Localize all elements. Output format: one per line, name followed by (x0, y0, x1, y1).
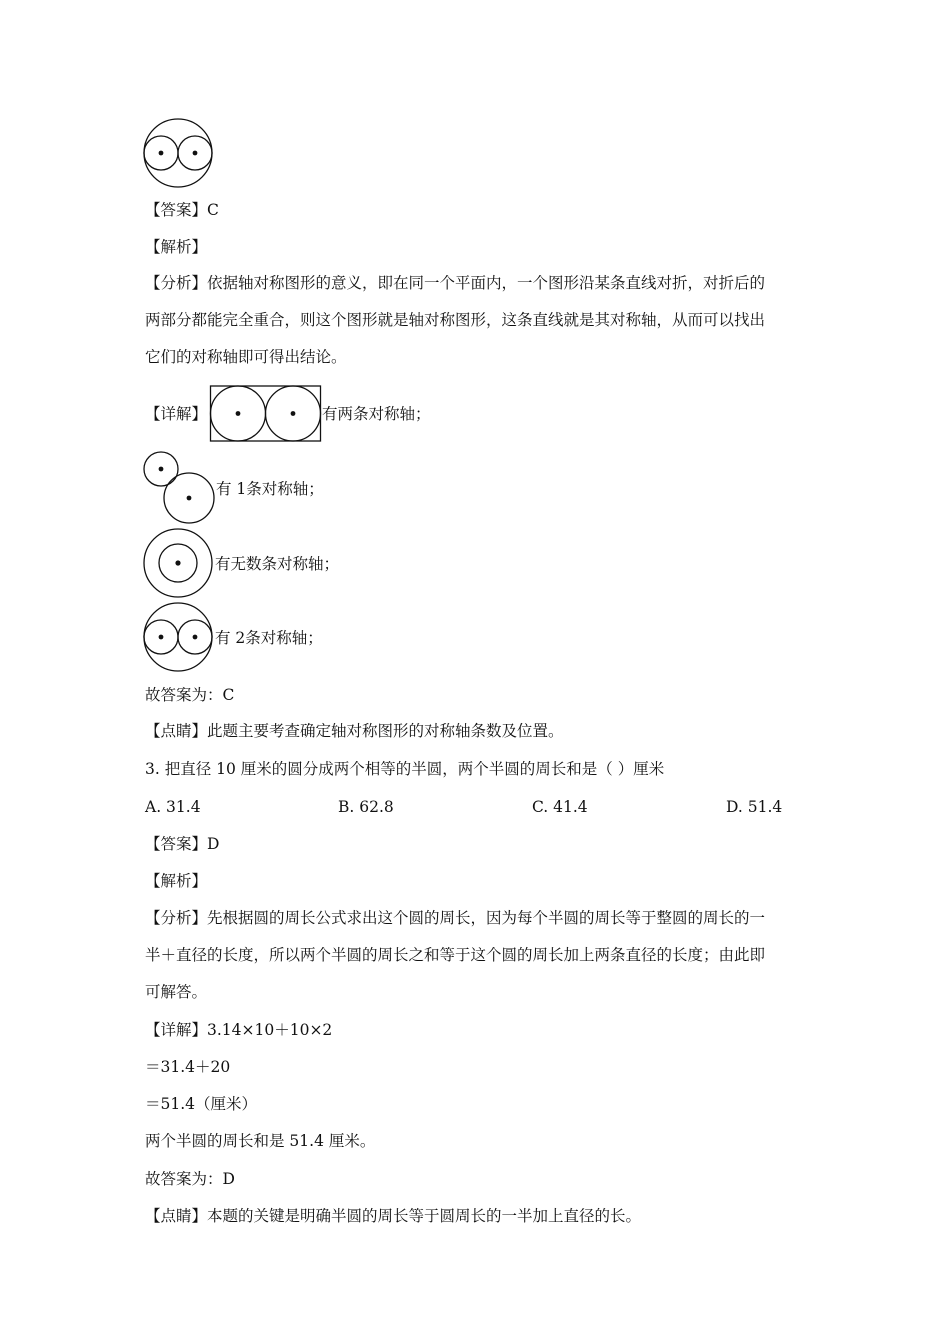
q3-option-a: A. 31.4 (145, 798, 201, 816)
figure-circle-two-inner-circles-2 (140, 600, 220, 674)
q2-detail-fig4-text: 有 2条对称轴； (215, 629, 323, 647)
q2-analysis-heading: 【解析】 (145, 238, 208, 256)
figure-rectangle-two-circles (210, 385, 322, 443)
q3-detail-line: 两个半圆的周长和是 51.4 厘米。 (145, 1132, 376, 1150)
q2-detail-fig3-text: 有无数条对称轴； (215, 555, 340, 573)
q2-conclusion: 故答案为：C (145, 686, 235, 704)
q3-analysis-line: 半＋直径的长度，所以两个半圆的周长之和等于这个圆的周长加上两条直径的长度；由此即 (145, 946, 766, 964)
q3-question: 3. 把直径 10 厘米的圆分成两个相等的半圆，两个半圆的周长和是（ ）厘米 (145, 760, 665, 778)
q3-detail-line: 【详解】3.14×10＋10×2 (145, 1021, 333, 1039)
q2-detail-fig1-text: 有两条对称轴； (322, 405, 431, 423)
q2-detail-fig2-text: 有 1条对称轴； (216, 480, 324, 498)
figure-two-separate-circles (142, 451, 218, 527)
q2-detail-label: 【详解】 (145, 405, 208, 423)
figure-concentric-circles (140, 526, 216, 600)
q3-analysis-line: 【分析】先根据圆的周长公式求出这个圆的周长，因为每个半圆的周长等于整圆的周长的一 (145, 909, 766, 927)
q3-option-c: C. 41.4 (532, 798, 588, 816)
q2-analysis-line: 【分析】依据轴对称图形的意义，即在同一个平面内，一个图形沿某条直线对折，对折后的 (145, 274, 766, 292)
q3-detail-line: ＝51.4（厘米） (145, 1095, 258, 1113)
q2-analysis-line: 两部分都能完全重合，则这个图形就是轴对称图形，这条直线就是其对称轴，从而可以找出 (145, 311, 766, 329)
q3-option-b: B. 62.8 (338, 798, 394, 816)
q3-conclusion: 故答案为：D (145, 1170, 235, 1188)
q3-option-d: D. 51.4 (726, 798, 783, 816)
q2-analysis-line: 它们的对称轴即可得出结论。 (145, 348, 347, 366)
q3-detail-line: ＝31.4＋20 (145, 1058, 231, 1076)
q3-analysis-line: 可解答。 (145, 983, 208, 1001)
q3-comment: 【点睛】本题的关键是明确半圆的周长等于圆周长的一半加上直径的长。 (145, 1207, 642, 1225)
q3-analysis-heading: 【解析】 (145, 872, 208, 890)
figure-circle-two-inner-circles (140, 116, 220, 190)
q3-answer: 【答案】D (145, 835, 220, 853)
q2-answer: 【答案】C (145, 201, 219, 219)
q2-comment: 【点睛】此题主要考查确定轴对称图形的对称轴条数及位置。 (145, 722, 564, 740)
